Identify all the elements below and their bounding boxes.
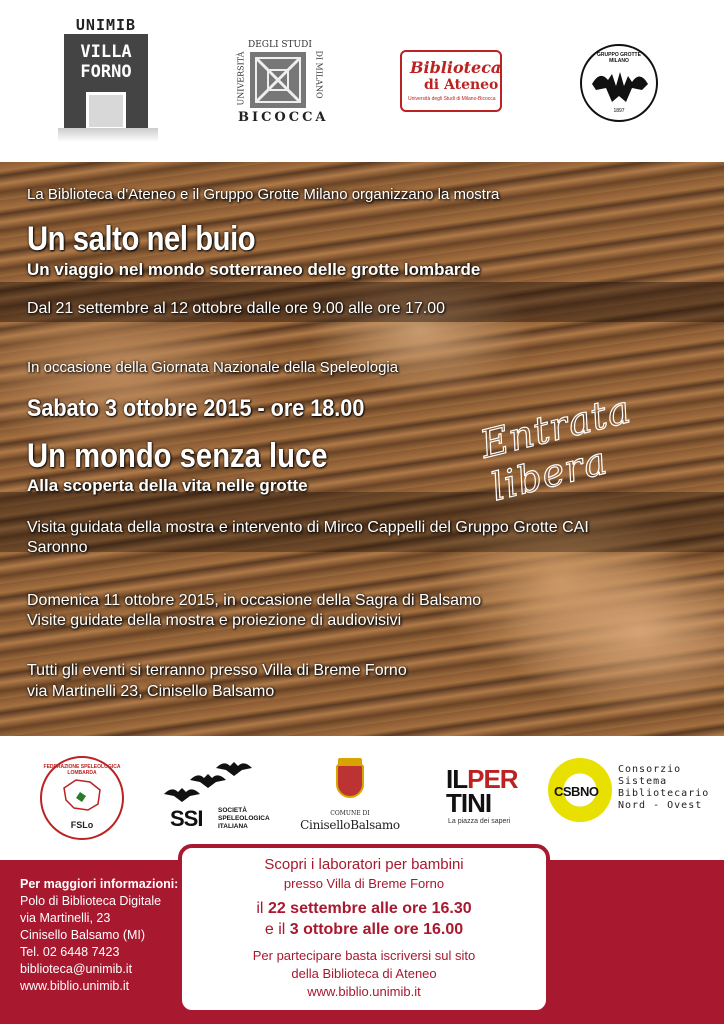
cinisello-logo	[300, 764, 400, 844]
bicocca-name: BICOCCA	[238, 110, 329, 125]
villa-forno-villa: VILLA	[80, 42, 132, 62]
poster-sunday-line1: Domenica 11 ottobre 2015, in occasione della Sagra di Balsamo	[27, 592, 482, 609]
poster-occasion: In occasione della Giornata Nazionale della Speleologia	[27, 359, 399, 376]
csbno-line1: Consorzio	[618, 764, 682, 775]
ssi-line3: ITALIANA	[218, 823, 248, 830]
bicocca-degli-studi: DEGLI STUDI	[248, 40, 312, 50]
labs-note1: Per partecipare basta iscriversi sul sito	[252, 948, 476, 963]
labs-date1-pre: il	[256, 900, 264, 917]
poster-title: Un salto nel buio	[27, 220, 256, 258]
contact-line1: Polo di Biblioteca Digitale	[20, 894, 162, 908]
poster-subtitle: Un viaggio nel mondo sotterraneo delle grotte lombarde	[27, 260, 481, 279]
ssi-line1: SOCIETÀ	[218, 807, 247, 814]
csbno-name	[618, 764, 709, 812]
poster-dates: Dal 21 settembre al 12 ottobre dalle ore 9.00 alle ore 17.00	[27, 300, 446, 317]
ssi-name	[218, 807, 278, 831]
labs-date2-value: 3 ottobre alle ore 16.00	[289, 921, 464, 938]
csbno-line2: Sistema	[618, 776, 668, 787]
bicocca-universita: UNIVERSITÀ	[236, 51, 246, 106]
villa-forno-forno: FORNO	[80, 62, 132, 82]
coat-of-arms-icon	[336, 764, 364, 798]
contact-email[interactable]: biblioteca@unimib.it	[20, 962, 133, 976]
grotte-year: 1897	[613, 108, 625, 114]
labs-date2-pre: e il	[264, 921, 286, 938]
csbno-logo	[546, 758, 710, 838]
free-entry-label: Entrata libera	[476, 386, 636, 510]
biblioteca-line2: di Ateneo	[424, 77, 499, 93]
poster-saturday: Sabato 3 ottobre 2015 - ore 18.00	[27, 395, 365, 422]
poster-visit-line1: Visita guidata della mostra e intervento di Mirco Cappelli del Gruppo Grotte CAI	[27, 519, 589, 536]
contact-line2: via Martinelli, 23	[20, 911, 111, 925]
villa-forno-shadow	[58, 128, 158, 142]
biblioteca-line1: Biblioteca	[410, 58, 502, 77]
labs-card	[178, 844, 550, 1014]
biblioteca-line3: Università degli Studi di Milano-Bicocca	[408, 96, 496, 102]
contact-phone: Tel. 02 6448 7423	[20, 945, 120, 959]
bicocca-emblem-icon	[250, 52, 306, 108]
villa-forno-logo	[64, 16, 148, 142]
gruppo-grotte-milano-logo	[580, 44, 658, 122]
bats-icon	[160, 760, 280, 806]
villa-forno-unimib: UNIMIB	[75, 16, 137, 34]
contact-heading: Per maggiori informazioni:	[20, 877, 179, 891]
biblioteca-ateneo-logo	[400, 50, 502, 112]
ssi-abbr: SSI	[170, 806, 203, 831]
poster-sunday-line2: Visite guidate della mostra e proiezione di audiovisivi	[27, 612, 402, 629]
labs-site[interactable]: www.biblio.unimib.it	[307, 984, 421, 999]
ssi-logo	[160, 760, 280, 840]
contact-info	[20, 876, 178, 995]
partner-logos	[0, 736, 724, 860]
fslo-logo	[40, 756, 124, 840]
csbno-abbr: CSBNO	[554, 784, 599, 799]
poster-intro: La Biblioteca d'Ateneo e il Gruppo Grotte Milano organizzano la mostra	[27, 186, 500, 203]
csbno-line3: Bibliotecario	[618, 788, 710, 799]
fslo-ring-text: FEDERAZIONE SPELEOLOGICA LOMBARDA	[43, 764, 121, 776]
csbno-line4: Nord - Ovest	[618, 800, 703, 811]
contact-website[interactable]: www.biblio.unimib.it	[20, 979, 130, 993]
poster-venue-line2: via Martinelli 23, Cinisello Balsamo	[27, 683, 275, 700]
poster-venue-line1: Tutti gli eventi si terranno presso Villa di Breme Forno	[27, 662, 407, 679]
villa-forno-door-icon	[86, 92, 126, 130]
poster-title2: Un mondo senza luce	[27, 437, 328, 475]
labs-date1	[182, 900, 546, 918]
ssi-line2: SPELEOLOGICA	[218, 815, 270, 822]
poster-subtitle2: Alla scoperta della vita nelle grotte	[27, 476, 308, 495]
labs-title: Scopri i laboratori per bambini	[264, 856, 464, 873]
cave-poster	[0, 162, 724, 736]
labs-place: presso Villa di Breme Forno	[283, 876, 445, 891]
cinisello-name: CiniselloBalsamo	[300, 818, 400, 832]
pertini-line2: TINI	[446, 788, 492, 818]
header-logos	[0, 0, 724, 162]
pertini-tagline: La piazza dei saperi	[448, 818, 511, 825]
poster-visit-line2: Saronno	[27, 539, 88, 556]
labs-date1-value: 22 settembre alle ore 16.30	[267, 900, 472, 917]
il-pertini-logo	[446, 764, 536, 844]
labs-note2: della Biblioteca di Ateneo	[291, 966, 437, 981]
bicocca-di-milano: DI MILANO	[314, 50, 324, 99]
grotte-ring-text: GRUPPO GROTTE MILANO	[597, 52, 641, 64]
fslo-label: FSLo	[70, 820, 94, 830]
cinisello-comune: COMUNE DI	[330, 810, 370, 817]
pertini-per: PER	[467, 764, 518, 794]
bicocca-logo	[234, 40, 329, 130]
pertini-il: IL	[446, 764, 468, 794]
labs-date2	[182, 921, 546, 939]
contact-line3: Cinisello Balsamo (MI)	[20, 928, 146, 942]
